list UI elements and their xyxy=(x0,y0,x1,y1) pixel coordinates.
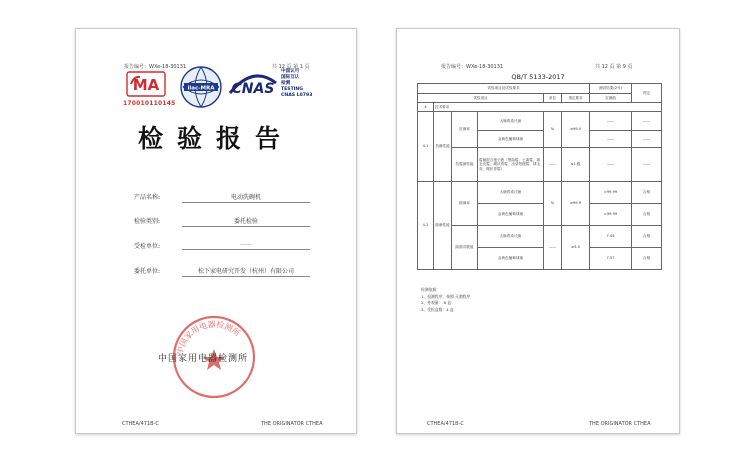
table-row: 金黄色葡萄球菌 >99.99 合格 xyxy=(418,204,662,226)
issuing-department: 中国家用电器检测所 xyxy=(158,354,249,364)
field-inspected-unit: 受检单位: —— xyxy=(134,241,170,250)
field-inspection-type-value: 委托检验 xyxy=(182,216,310,227)
svg-text:CNAS: CNAS xyxy=(231,81,275,97)
field-client-unit-value: 松下家电研究开发（杭州）有限公司 xyxy=(182,266,310,277)
table-row: 除菌对数值 大肠埃希氏菌 —— ≥3.0 7.45 合格 xyxy=(418,226,662,248)
report-results-page xyxy=(396,28,680,434)
notes: 检测依据： 1、检测程序，按照-灭菌程序 2、外观量： 8 盒 3、受检盒数：4 盒 xyxy=(421,287,471,312)
header-conclusion: 判定 xyxy=(632,84,662,103)
results-table xyxy=(417,83,662,270)
ilac-mra-logo-icon xyxy=(179,65,223,111)
report-cover-page xyxy=(75,28,357,434)
report-number: 报告编号：WXe-18-30131 xyxy=(441,64,504,70)
table-row: 试验项目 单位 指定要求 实测值 xyxy=(418,94,662,103)
footer-right: THE ORIGINATOR CTHEA xyxy=(261,421,323,427)
table-row xyxy=(418,84,662,94)
header-result: 测试结果(2号) xyxy=(590,84,632,94)
table-row: 金黄色葡萄球菌 —— —— xyxy=(418,131,662,148)
report-title: 检验报告 xyxy=(137,124,294,153)
table-row: 抗霉菌性能 霉菌混合孢子液（黑曲霉、土曲霉、球毛壳霉、绳状青霉、出芽短梗霉、球毛壳、绳状青霉） —— ≤1 级 —— —— xyxy=(418,148,662,182)
report-number: 报告编号：WXe-18-30131 xyxy=(124,64,187,70)
cnas-accreditation-text: 中国认可 国际互认 检测 TESTING CNAS L0793 xyxy=(281,69,313,98)
svg-text:中国家用电器检测所: 中国家用电器检测所 xyxy=(175,319,242,356)
page-indicator: 共 12 页 第 9 页 xyxy=(595,64,633,70)
cnas-logo-icon xyxy=(226,71,280,99)
svg-text:MA: MA xyxy=(132,76,160,94)
field-client-unit: 委托单位: 松下家电研究开发（杭州）有限公司 xyxy=(134,266,170,275)
cma-logo-icon xyxy=(126,71,166,97)
table-row: 4 技术要求 xyxy=(418,103,662,112)
table-row: 4.2 除菌性能 除菌率 大肠埃希氏菌 % ≥99.9 >99.99 合格 xyxy=(418,182,662,204)
field-product-name-value: 电动洗碗机 xyxy=(182,192,310,203)
field-inspected-unit-value: —— xyxy=(182,241,310,250)
table-row: 4.1 抗菌性能 抗菌率 大肠埃希氏菌 % ≥99.0 —— —— xyxy=(418,112,662,131)
footer-right: THE ORIGINATOR CTHEA xyxy=(589,421,651,427)
field-product-name: 产品名称: 电动洗碗机 xyxy=(134,192,170,201)
field-inspection-type: 检验类别: 委托检验 xyxy=(134,216,170,225)
cma-number: 170010110145 xyxy=(123,100,176,107)
header-test-item: 试验项目及试验要求 xyxy=(418,84,590,94)
footer-left: CTHEA/471B-C xyxy=(427,421,464,427)
standard-number: QB/T 5133-2017 xyxy=(511,73,565,81)
table-row: 金黄色葡萄球菌 7.57 合格 xyxy=(418,248,662,270)
svg-text:ilac-MRA: ilac-MRA xyxy=(187,85,215,92)
footer-left: CTHEA/471B-C xyxy=(122,421,159,427)
page-indicator: 共 12 页 第 1 页 xyxy=(272,64,310,70)
